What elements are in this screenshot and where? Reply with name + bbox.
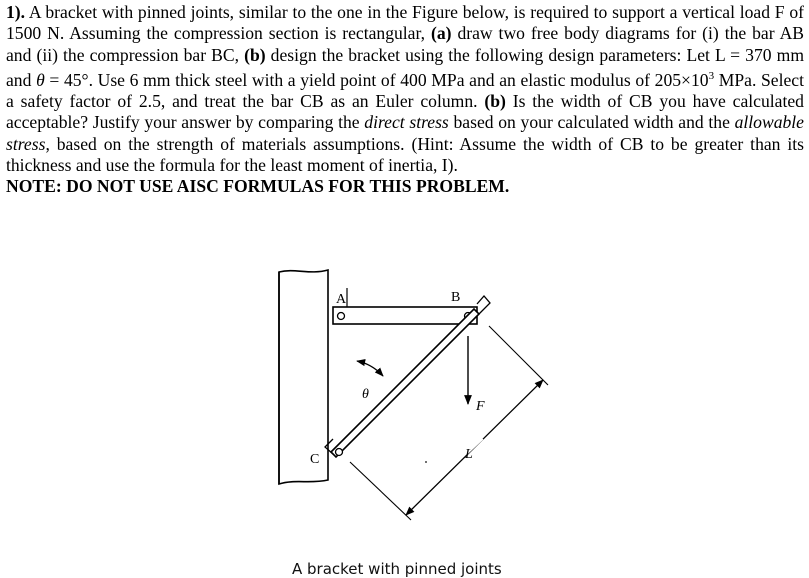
part-b2-tag: (b) (484, 91, 506, 112)
problem-text-8: , based on the strength of materials assumptions. (Hint: Assume the width of CB to be greater than its thickness and use the formula for the least moment of inertia, I). (6, 133, 804, 175)
part-b-tag: (b) (244, 44, 266, 65)
problem-text-5: MPa. Select a safety factor of 2.5, and treat the bar CB as an Euler column. (6, 69, 804, 112)
dim-ext-c (350, 462, 411, 520)
label-l: L (465, 447, 473, 462)
problem-text-6: Is the width of CB you have calculated acceptable? Justify your answer by comparing the (6, 91, 804, 133)
label-b: B (451, 290, 461, 305)
problem-number: 1). (6, 2, 26, 22)
bar-ab (333, 307, 477, 324)
center-dot (425, 461, 427, 463)
problem-text-2: draw two free body diagrams for (i) the bar AB and (ii) the compression bar BC, (6, 23, 805, 65)
note-line: NOTE: DO NOT USE AISC FORMULAS FOR THIS PROBLEM. (6, 176, 510, 197)
theta-symbol: θ (36, 69, 45, 90)
wall (279, 270, 328, 484)
exponent: 3 (708, 69, 715, 82)
bar-cb (331, 309, 479, 457)
problem-text-3: design the bracket using the following design parameters: Let L = 370 mm and (6, 44, 805, 90)
direct-stress-term: direct stress (364, 112, 449, 133)
pin-a (338, 313, 345, 320)
part-a-tag: (a) (431, 23, 452, 44)
problem-text-7: based on your calculated width and the (448, 112, 735, 133)
problem-text-1: A bracket with pinned joints, similar to the one in the Figure below, is required to support a vertical load F of 1500 N. Assuming the compression section is rectangular, (6, 2, 804, 44)
label-theta: θ (362, 387, 369, 402)
b-extension (477, 296, 490, 314)
dim-ext-b (489, 326, 548, 385)
label-c: C (310, 452, 320, 467)
label-f: F (476, 399, 485, 414)
theta-arc (357, 361, 383, 376)
allowable-stress-term: allowable stress (6, 112, 804, 154)
pin-c (336, 449, 343, 456)
problem-text-4: = 45°. Use 6 mm thick steel with a yield point of 400 MPa and an elastic modulus of 205×10 (44, 69, 709, 90)
figure-caption: A bracket with pinned joints (292, 560, 502, 578)
label-a: A (336, 292, 347, 307)
